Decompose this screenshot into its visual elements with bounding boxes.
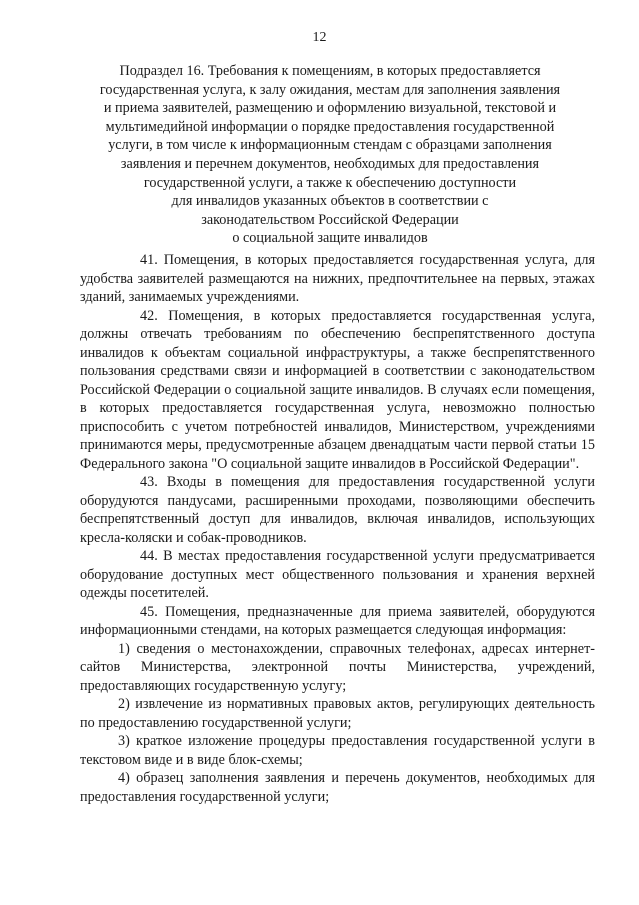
page-number: 12 [312,30,327,45]
paragraph-44: 44. В местах предоставления государственной услуги предусматривается оборудование доступных мест общественного пользования и хранения верхней одежды посетителей. [80,548,595,601]
heading-line: услуги, в том числе к информационным стендам с образцами заполнения [108,137,552,154]
heading-line: заявления и перечнем документов, необходимых для предоставления [120,155,540,172]
paragraph-42: 42. Помещения, в которых предоставляется государственная услуга, должны отвечать требованиям по обеспечению беспрепятственного доступа инвалидов к объектам социальной инфраструктуры, а также беспрепятственного пользования средствами связи и информацией в соответствии с законодательством Российской Федерации о социальной защите инвалидов. В случаях если помещения, в которых предоставляется государственная услуга, невозможно полностью приспособить с учетом потребностей инвалидов, Министерством, учреждениями принимаются меры, предусмотренные абзацем двенадцатым части первой статьи 15 Федерального закона "О социальной защите инвалидов в Российской Федерации". [80,307,595,472]
list-item: 4) образец заполнения заявления и перечень документов, необходимых для предоставления государственной услуги; [80,770,595,805]
list-item: 2) извлечение из нормативных правовых актов, регулирующих деятельность по предоставлению государственной услуги; [80,696,595,731]
heading-line: мультимедийной информации о порядке предоставления государственной [105,118,555,135]
heading-line: и приема заявителей, размещению и оформлению визуальной, текстовой и [103,100,557,117]
heading-line: Подраздел 16. Требования к помещениям, в которых предоставляется [119,63,541,79]
paragraph-43: 43. Входы в помещения для предоставления государственной услуги оборудуются пандусами, расширенными проходами, позволяющими обеспечить беспрепятственный доступ для инвалидов, включая инвалидов, использующих кресла-коляски и собак-проводников. [80,474,595,546]
heading-line: государственной услуги, а также к обеспечению доступности [143,174,517,191]
list-item: 1) сведения о местонахождении, справочных телефонах, адресах интернет-сайтов Министерства, электронной почты Министерства, учреждений, предоставляющих государственную услугу; [80,640,595,694]
heading-line: для инвалидов указанных объектов в соответствии с [171,193,489,210]
heading-line: законодательством Российской Федерации [201,211,459,228]
heading-line: государственная услуга, к залу ожидания, местам для заполнения заявления [99,81,561,98]
paragraph-41: 41. Помещения, в которых предоставляется государственная услуга, для удобства заявителей размещаются на нижних, предпочтительнее на первых, этажах зданий, занимаемых учреждениями. [80,252,595,305]
document-body [80,251,595,806]
list-item: 3) краткое изложение процедуры предоставления государственной услуги в текстовом виде и в виде блок-схемы; [80,733,595,768]
paragraph-45: 45. Помещения, предназначенные для приема заявителей, оборудуются информационными стендами, на которых размещается следующая информация: [80,603,595,638]
section-heading [80,62,580,248]
heading-line: о социальной защите инвалидов [232,230,428,247]
